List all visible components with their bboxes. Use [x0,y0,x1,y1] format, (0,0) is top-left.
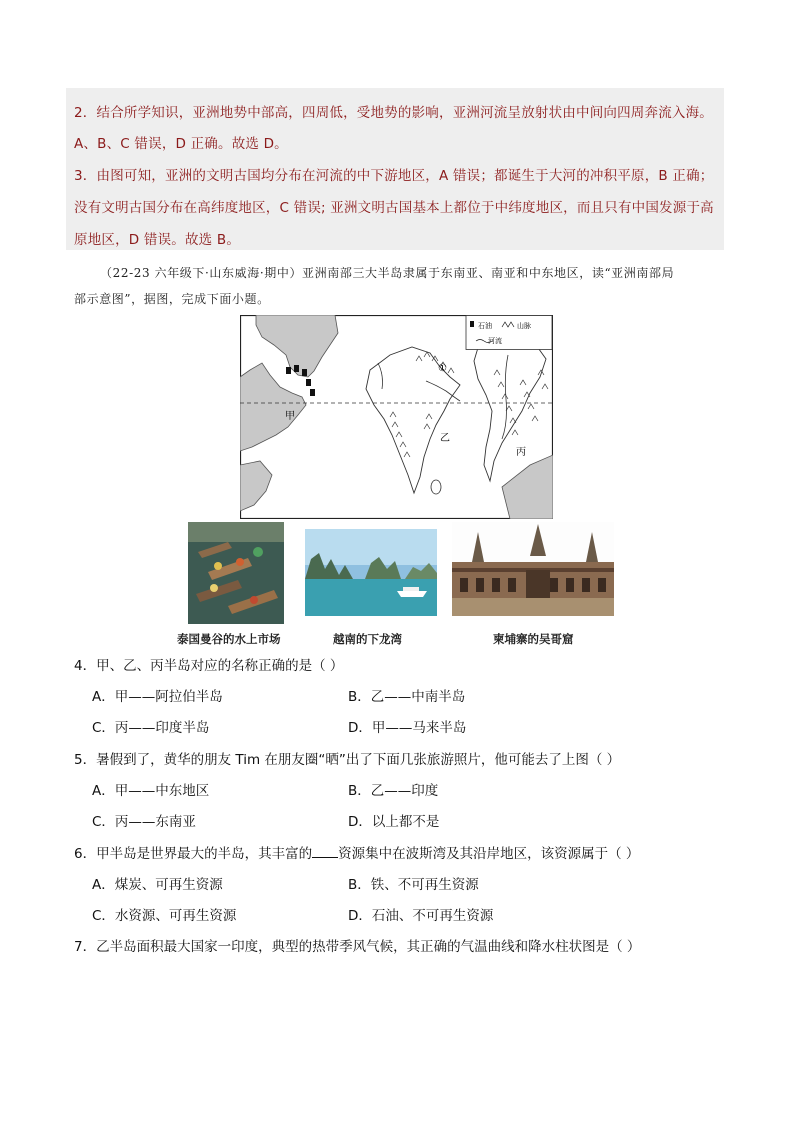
photo-caption-halong-bay: 越南的下龙湾 [333,632,402,646]
label-bing: 丙 [516,447,526,458]
q4-option-c[interactable]: C．丙——印度半岛 [92,720,210,736]
question-5-stem: 5．暑假到了，黄华的朋友 Tim 在朋友圈“晒”出了下面几张旅游照片，他可能去了上图（ ） [74,752,621,768]
floating-market-photo [188,522,284,624]
oil-icon [470,321,474,327]
q6-stem-before: 6．甲半岛是世界最大的半岛，其丰富的 [74,846,313,862]
halong-bay-photo [305,529,437,616]
answer-2-line-2: A、B、C 错误，D 正确。故选 D。 [74,136,288,152]
angkor-wat-photo [452,522,614,616]
label-jia: 甲 [285,411,295,422]
question-4-stem: 4．甲、乙、丙半岛对应的名称正确的是（ ） [74,658,344,674]
q4-option-b[interactable]: B．乙——中南半岛 [348,689,466,705]
south-asia-map [240,315,553,519]
label-yi: 乙 [440,433,450,444]
question-intro-line-2: 部示意图”，据图，完成下面小题。 [74,292,270,306]
answer-3-line-3: 原地区，D 错误。故选 B。 [74,232,241,248]
legend-oil-label: 石油 [478,322,492,330]
q4-option-a[interactable]: A．甲——阿拉伯半岛 [92,689,223,705]
q6-option-d[interactable]: D．石油、不可再生资源 [348,908,494,924]
q5-option-a[interactable]: A．甲——中东地区 [92,783,210,799]
q5-option-b[interactable]: B．乙——印度 [348,783,439,799]
answer-3-line-2: 没有文明古国分布在高纬度地区，C 错误; 亚洲文明古国基本上都位于中纬度地区，而且只有中国发源于高 [74,200,714,216]
label-circle-1: ① [438,363,447,374]
question-7-stem: 7．乙半岛面积最大国家一印度，典型的热带季风气候，其正确的气温曲线和降水柱状图是（ ） [74,939,641,955]
q5-option-d[interactable]: D．以上都不是 [348,814,440,830]
q6-stem-after: 资源集中在波斯湾及其沿岸地区，该资源属于（ ） [338,846,640,862]
question-6-stem [74,842,639,862]
q4-option-d[interactable]: D．甲——马来半岛 [348,720,467,736]
q6-option-c[interactable]: C．水资源、可再生资源 [92,908,237,924]
q5-option-c[interactable]: C．丙——东南亚 [92,814,196,830]
answer-2-line-1: 2．结合所学知识，亚洲地势中部高，四周低，受地势的影响，亚洲河流呈放射状由中间向四周奔流入海。 [74,105,713,121]
answer-3-line-1: 3．由图可知，亚洲的文明古国均分布在河流的中下游地区，A 错误；都诞生于大河的冲积平原，B 正确； [74,168,714,184]
map-legend [466,316,552,350]
legend-mountain-label: 山脉 [517,322,531,330]
q6-blank[interactable] [312,845,338,858]
q6-option-b[interactable]: B．铁、不可再生资源 [348,877,479,893]
q6-option-a[interactable]: A．煤炭、可再生资源 [92,877,223,893]
photo-caption-angkor-wat: 柬埔寨的吴哥窟 [493,632,574,646]
legend-river-label: 河流 [488,337,502,345]
question-intro-line-1: （22-23 六年级下·山东威海·期中）亚洲南部三大半岛隶属于东南亚、南亚和中东地区，读“亚洲南部局 [100,266,675,280]
photo-caption-floating-market: 泰国曼谷的水上市场 [177,632,281,646]
